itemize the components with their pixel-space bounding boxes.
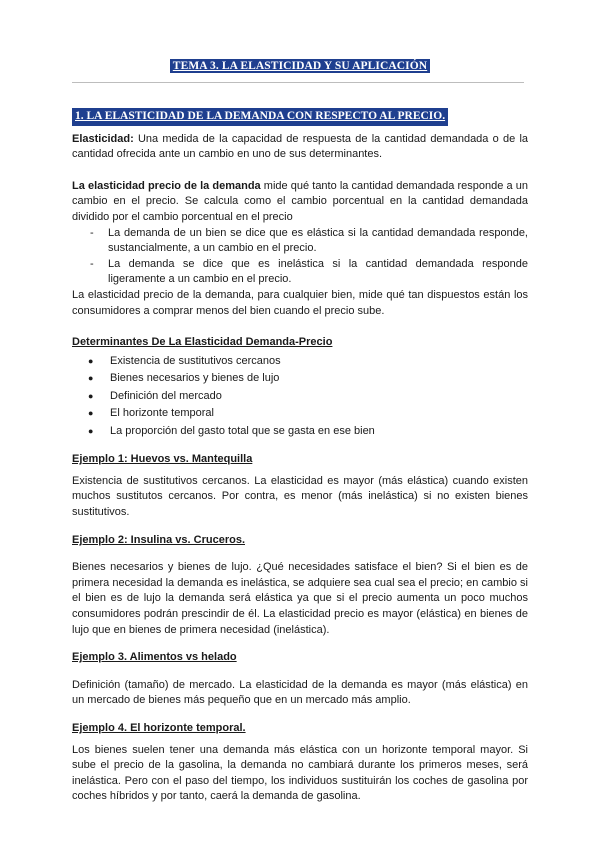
bullet-icon: ● [88,390,94,401]
elasticidad-definition [72,132,528,163]
epd-label: La elasticidad precio de la demanda [72,179,261,192]
dash-item-text: La demanda se dice que es inelástica si la cantidad demandada responde ligeramente a un cambio en el precio. [108,257,528,286]
list-item-text: Bienes necesarios y bienes de lujo [110,372,280,385]
list-item-text: Existencia de sustitutivos cercanos [110,354,281,367]
epd-text: mide qué tanto la cantidad demandada responde a un cambio en el precio. Se calcula como el cambio porcentual en la cantidad demandada dividido por el cambio porcentual en el precio [72,179,528,223]
bullet-icon: ● [88,425,94,436]
determinants-heading: Determinantes De La Elasticidad Demanda-Precio [72,336,333,349]
list-item-text: La proporción del gasto total que se gasta en ese bien [110,424,375,437]
bullet-icon: ● [88,355,94,366]
elasticity-dash-list [72,226,528,288]
example-4-text: Los bienes suelen tener una demanda más elástica con un horizonte temporal mayor. Si sube el precio de la gasolina, la demanda no cambiará durante los primeros meses, será inelástica. Pero con el paso del tiempo, los individuos sustituirán los coches de gasolina por coches híbridos y por tanto, caerá la demanda de gasolina. [72,743,528,803]
example-3-text: Definición (tamaño) de mercado. La elasticidad de la demanda es mayor (más elástica) en un mercado de bienes más pequeño que en un mercado más amplio. [72,678,528,707]
dash-list-item [90,257,528,288]
example-2-text: Bienes necesarios y bienes de lujo. ¿Qué necesidades satisface el bien? Si el bien es de primera necesidad la demanda es inelástica, se adquiere sea cual sea el precio; en cambio si el bien es de lujo la demanda será elástica ya que si el precio aumenta un poco muchos consumidores podrán prescindir de él. La elasticidad precio es mayor (elástica) en bienes de lujo que en bienes de primera necesidad (inelástica). [72,561,528,636]
list-item [88,370,528,388]
epd-definition [72,179,528,226]
dash-marker: - [90,257,94,270]
epd-closing-text: La elasticidad precio de la demanda, para cualquier bien, mide qué tan dispuestos están los consumidores a comprar menos del bien cuando el precio sube. [72,288,528,317]
example-3-heading: Ejemplo 3. Alimentos vs helado [72,651,237,664]
title-container [0,56,600,74]
dash-marker: - [90,226,94,239]
example-2-heading: Ejemplo 2: Insulina vs. Cruceros. [72,533,245,546]
list-item [88,405,528,423]
elasticidad-text: Una medida de la capacidad de respuesta de la cantidad demandada o de la cantidad ofrecida ante un cambio en uno de sus determinantes. [72,132,528,161]
bullet-icon: ● [88,373,94,384]
example-1-text: Existencia de sustitutivos cercanos. La elasticidad es mayor (más elástica) cuando existen muchos sustitutos cercanos. Por contra, es menor (más inelástica) si no existen bienes sustitutivos. [72,474,528,518]
list-item [88,353,528,371]
example-1-heading: Ejemplo 1: Huevos vs. Mantequilla [72,453,253,466]
list-item-text: El horizonte temporal [110,407,214,420]
elasticidad-label: Elasticidad: [72,132,134,145]
list-item [88,423,528,441]
list-item-text: Definición del mercado [110,389,222,402]
dash-list-item [90,226,528,257]
dash-item-text: La demanda de un bien se dice que es elástica si la cantidad demandada responde, sustancialmente, a un cambio en el precio. [108,226,528,255]
example-4-heading: Ejemplo 4. El horizonte temporal. [72,721,246,734]
title-divider [72,82,524,83]
determinants-list [72,353,528,441]
bullet-icon: ● [88,408,94,419]
list-item [88,388,528,406]
section-1-title: 1. LA ELASTICIDAD DE LA DEMANDA CON RESPECTO AL PRECIO. [72,108,448,126]
document-body [72,108,528,805]
document-title: TEMA 3. LA ELASTICIDAD Y SU APLICACIÓN [170,59,430,73]
